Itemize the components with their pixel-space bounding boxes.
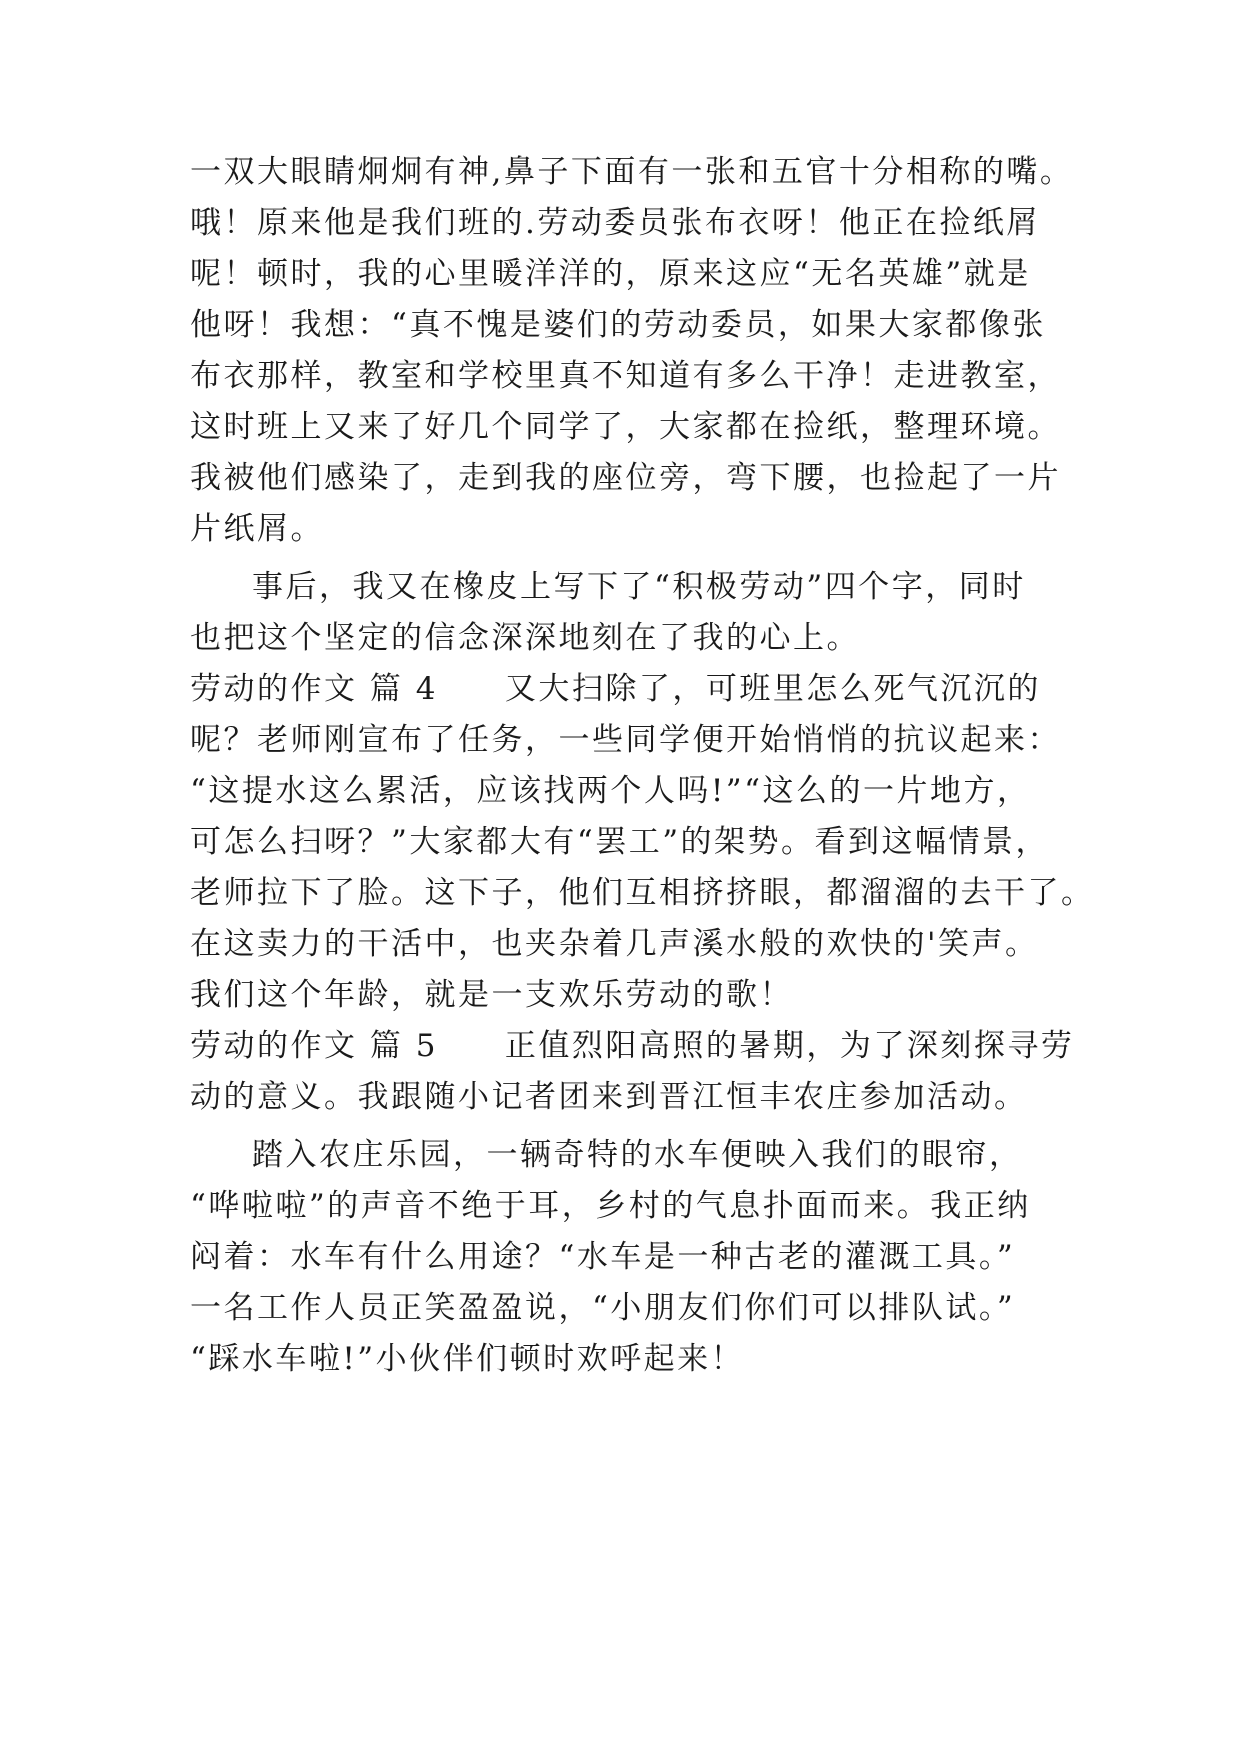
text-line: “踩水车啦!”小伙伴们顿时欢呼起来！ — [190, 1341, 745, 1377]
text-line: 我们这个年龄，就是一支欢乐劳动的歌！ — [190, 977, 793, 1013]
paragraph-first-line: 事后，我又在橡皮上写下了“积极劳动”四个字，同时 — [252, 569, 1026, 605]
paragraph-first-line: 踏入农庄乐园，一辆奇特的水车便映入我们的眼帘， — [252, 1137, 1023, 1173]
text-line: “这提水这么累活，应该找两个人吗!”“这么的一片地方， — [190, 773, 1031, 809]
text-line: 呢？老师刚宣布了任务，一些同学便开始悄悄的抗议起来： — [190, 722, 1061, 758]
text-line: 动的意义。我跟随小记者团来到晋江恒丰农庄参加活动。 — [190, 1079, 1028, 1115]
text-line: 一名工作人员正笑盈盈说，“小朋友们你们可以排队试。” — [190, 1290, 1016, 1326]
section-heading-line: 劳动的作文 篇 4 又大扫除了，可班里怎么死气沉沉的 — [190, 671, 1041, 707]
text-line: 可怎么扫呀？”大家都大有“罢工”的架势。看到这幅情景， — [190, 824, 1050, 860]
text-line: 片纸屑。 — [190, 511, 324, 547]
text-line: 布衣那样，教室和学校里真不知道有多么干净！走进教室， — [190, 358, 1061, 394]
text-line: 老师拉下了脸。这下子，他们互相挤挤眼，都溜溜的去干了。 — [190, 875, 1095, 911]
text-line: 也把这个坚定的信念深深地刻在了我的心上。 — [190, 620, 860, 656]
text-line: 他呀！我想：“真不愧是婆们的劳动委员，如果大家都像张 — [190, 307, 1046, 343]
text-line: “哗啦啦”的声音不绝于耳，乡村的气息扑面而来。我正纳 — [190, 1188, 1031, 1224]
text-line: 这时班上又来了好几个同学了，大家都在捡纸，整理环境。 — [190, 409, 1061, 445]
text-line: 闷着：水车有什么用途？“水车是一种古老的灌溉工具。” — [190, 1239, 1016, 1275]
section-heading-line: 劳动的作文 篇 5 正值烈阳高照的暑期，为了深刻探寻劳 — [190, 1028, 1075, 1064]
text-line: 在这卖力的干活中，也夹杂着几声溪水般的欢快的'笑声。 — [190, 926, 1039, 962]
text-line: 一双大眼睛炯炯有神,鼻子下面有一张和五官十分相称的嘴。 — [190, 154, 1074, 190]
text-line: 呢！顿时，我的心里暖洋洋的，原来这应“无名英雄”就是 — [190, 256, 1031, 292]
text-line: 我被他们感染了，走到我的座位旁，弯下腰，也捡起了一片 — [190, 460, 1061, 496]
text-line: 哦！原来他是我们班的.劳动委员张布衣呀！他正在捡纸屑 — [190, 205, 1040, 241]
